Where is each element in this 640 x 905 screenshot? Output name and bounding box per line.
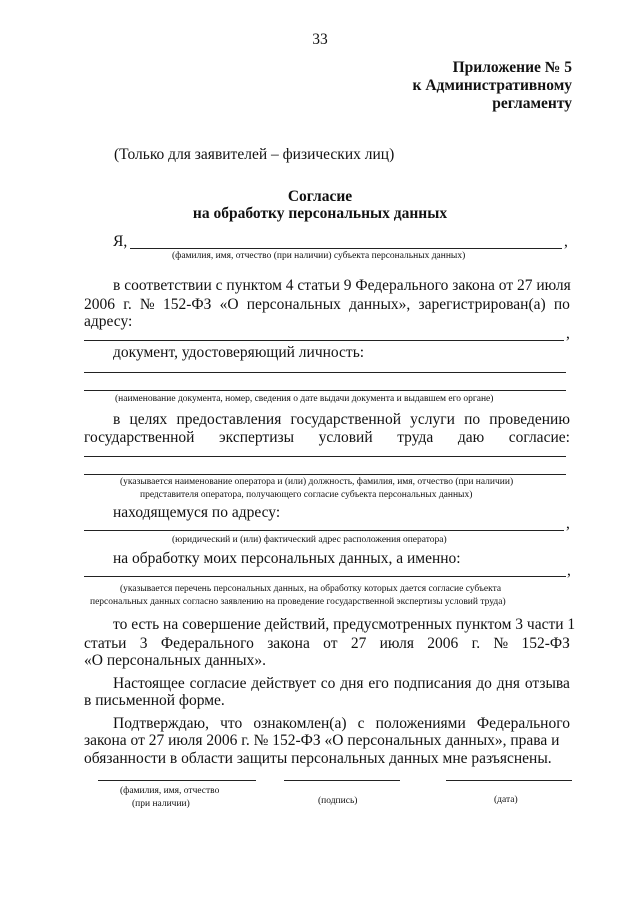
actions-line-2 (84, 635, 570, 653)
actions-word: от (323, 635, 338, 652)
actions-word: № (493, 635, 509, 652)
purpose-word: целях (129, 411, 168, 428)
actions-word: 2006 (427, 635, 459, 652)
processing-comma: , (567, 562, 571, 579)
purpose-word: проведению (489, 411, 570, 428)
name-comma: , (564, 233, 568, 250)
validity-word: Настоящее (113, 675, 185, 692)
operator-address-comma: , (566, 515, 570, 532)
actions-word: 3 (139, 635, 148, 652)
operator-address-caption: (юридический и (или) фактический адрес расположения оператора) (172, 535, 447, 545)
identity-caption: (наименование документа, номер, сведения о дате выдачи документа и выдавшем его органе) (115, 394, 494, 404)
confirmation-line-1 (113, 715, 570, 733)
operator-address-label: находящемуся по адресу: (113, 504, 281, 521)
processing-caption-line-1: (указывается перечень персональных данных, на обработку которых дается согласие субъекта (120, 584, 502, 594)
document-subtitle: на обработку персональных данных (192, 205, 448, 222)
name-caption: (фамилия, имя, отчество (при наличии) субъекта персональных данных) (172, 251, 466, 261)
purpose-line-1 (113, 411, 570, 429)
date-caption: (дата) (494, 795, 518, 805)
confirmation-word: с (357, 715, 365, 732)
appendix-line-1: Приложение № 5 (452, 59, 572, 76)
purpose-line-2 (84, 429, 570, 447)
operator-caption-line-2: представителя оператора, получающего согласие субъекта персональных данных) (140, 490, 473, 500)
actions-word: 152-ФЗ (521, 635, 570, 652)
purpose-word: государственной (84, 429, 195, 446)
confirmation-word: ознакомлен(а) (253, 715, 347, 732)
operator-address-fill-line[interactable] (84, 530, 564, 531)
confirmation-line-3: обязанности в области защиты персональных данных мне разъяснены. (84, 750, 552, 767)
purpose-word: труда (397, 429, 434, 446)
actions-line-3: «О персональных данных». (84, 652, 266, 669)
page-number: 33 (312, 31, 328, 48)
validity-word: действует (251, 675, 316, 692)
law-word: № (139, 296, 155, 313)
processing-fill-line[interactable] (84, 576, 566, 577)
purpose-word: согласие: (508, 429, 570, 446)
actions-word: статьи (84, 635, 127, 652)
law-line-2 (84, 296, 570, 314)
processing-caption-line-2: персональных данных согласно заявлению на проведение государственной экспертизы условий труда) (90, 597, 506, 607)
validity-word: его (368, 675, 389, 692)
validity-line-2: в письменной форме. (84, 692, 225, 709)
purpose-word: по (464, 411, 481, 428)
actions-word: закона (267, 635, 310, 652)
purpose-word: экспертизы (219, 429, 295, 446)
appendix-line-2: к Административному (412, 77, 572, 94)
validity-word: отзыва (524, 675, 570, 692)
purpose-word: условий (318, 429, 373, 446)
validity-word: дня (340, 675, 364, 692)
signature-name-caption-line-2: (при наличии) (132, 799, 190, 809)
operator-caption-line-1: (указывается наименование оператора и (или) должность, фамилия, имя, отчество (при наличии) (120, 477, 514, 487)
confirmation-line-2: закона от 27 июля 2006 г. № 152-ФЗ «О персональных данных», права и (84, 732, 560, 749)
law-word: г. (123, 296, 132, 313)
law-word: персональных (246, 296, 341, 313)
actions-word: г. (471, 635, 481, 652)
operator-fill-line-1[interactable] (84, 456, 566, 457)
confirmation-word: Подтверждаю, (113, 715, 209, 732)
identity-fill-line-2[interactable] (84, 390, 566, 391)
processing-label: на обработку моих персональных данных, а именно: (113, 550, 461, 567)
appendix-line-3: регламенту (492, 95, 572, 112)
address-comma: , (566, 325, 570, 342)
operator-fill-line-2[interactable] (84, 474, 566, 475)
name-prefix: Я, (113, 233, 128, 250)
purpose-word: государственной (290, 411, 401, 428)
validity-word: до (476, 675, 492, 692)
signature-name-caption-line-1: (фамилия, имя, отчество (120, 786, 220, 796)
purpose-word: услуги (410, 411, 455, 428)
validity-line-1 (113, 675, 570, 693)
signature-name-fill-line[interactable] (98, 780, 256, 781)
name-fill-line[interactable] (130, 248, 562, 249)
law-word: 2006 (84, 296, 115, 313)
applicant-note: (Только для заявителей – физических лиц) (114, 146, 395, 163)
purpose-word: предоставления (176, 411, 282, 428)
signature-fill-line[interactable] (284, 780, 400, 781)
validity-word: дня (496, 675, 521, 692)
actions-word: 27 (350, 635, 367, 652)
signature-date-fill-line[interactable] (446, 780, 572, 781)
purpose-word: в (113, 411, 121, 428)
law-line-1: в соответствии с пунктом 4 статьи 9 Федерального закона от 27 июля (113, 277, 571, 294)
confirmation-word: положениями (375, 715, 466, 732)
law-line-3: адресу: (84, 313, 133, 330)
purpose-word: даю (457, 429, 485, 446)
actions-line-1: то есть на совершение действий, предусмотренных пунктом 3 части 1 (113, 616, 576, 633)
law-word: «О (219, 296, 239, 313)
validity-word: со (320, 675, 336, 692)
actions-word: Федерального (160, 635, 254, 652)
law-word: данных», (349, 296, 411, 313)
validity-word: согласие (189, 675, 247, 692)
law-word: по (553, 296, 570, 313)
address-fill-line[interactable] (84, 340, 564, 341)
confirmation-word: Федерального (476, 715, 570, 732)
law-word: зарегистрирован(а) (418, 296, 546, 313)
identity-document-label: документ, удостоверяющий личность: (113, 344, 365, 361)
validity-word: подписания (393, 675, 472, 692)
signature-caption: (подпись) (318, 796, 358, 806)
actions-word: июля (379, 635, 414, 652)
identity-fill-line-1[interactable] (84, 372, 566, 373)
document-title: Согласие (287, 188, 353, 205)
confirmation-word: что (220, 715, 243, 732)
law-word: 152-ФЗ (162, 296, 212, 313)
